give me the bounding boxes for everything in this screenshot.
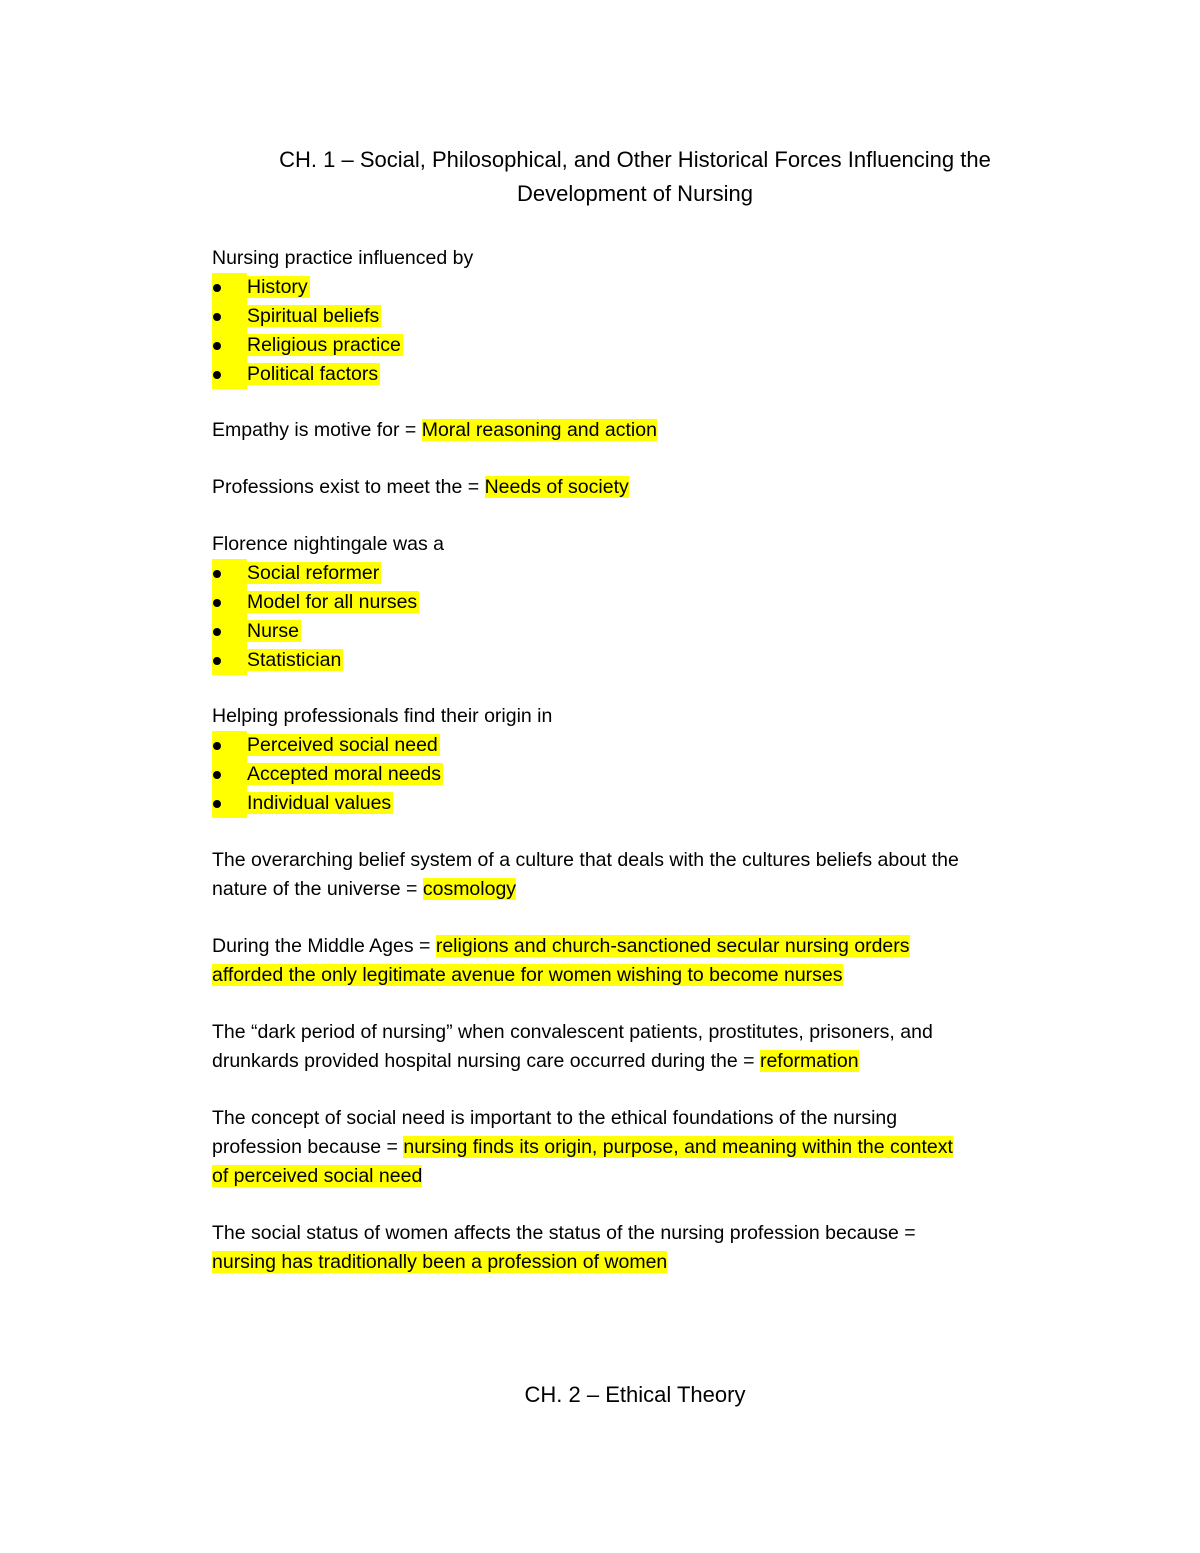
list-item: Political factors bbox=[212, 360, 1062, 389]
chapter-2-title: CH. 2 – Ethical Theory bbox=[524, 1382, 746, 1407]
bullet-icon bbox=[212, 273, 247, 302]
professions-line bbox=[212, 473, 1062, 502]
dark-period-answer: reformation bbox=[759, 1050, 859, 1072]
middle-ages-section bbox=[212, 932, 1062, 990]
social-need-answer-line-1: nursing finds its origin, purpose, and meaning within the context bbox=[403, 1136, 953, 1158]
women-status-prompt: The social status of women affects the status of the nursing profession because = bbox=[212, 1222, 916, 1244]
social-need-prompt-line-2: profession because = bbox=[212, 1136, 404, 1158]
middle-ages-line-2 bbox=[212, 961, 1062, 990]
bullet-icon bbox=[212, 302, 247, 331]
cosmology-answer: cosmology bbox=[422, 878, 517, 900]
bullet-icon bbox=[212, 646, 247, 675]
chapter-1-title-line-2: Development of Nursing bbox=[516, 181, 753, 206]
professions-answer: Needs of society bbox=[484, 476, 629, 498]
women-status-section bbox=[212, 1219, 1062, 1277]
list-item: Individual values bbox=[212, 789, 1062, 818]
cosmology-section bbox=[212, 846, 1062, 904]
cosmology-prompt-line-2: nature of the universe = bbox=[212, 878, 423, 900]
list-item: Accepted moral needs bbox=[212, 760, 1062, 789]
cosmology-line-2 bbox=[212, 875, 1062, 904]
chapter-1-title bbox=[150, 143, 1120, 211]
dark-period-line-2 bbox=[212, 1047, 1062, 1076]
list-item: History bbox=[212, 273, 1062, 302]
social-need-section bbox=[212, 1104, 1062, 1191]
middle-ages-prompt: During the Middle Ages = bbox=[212, 935, 436, 957]
social-need-line-2 bbox=[212, 1133, 1062, 1162]
empathy-answer: Moral reasoning and action bbox=[421, 419, 657, 441]
helping-section bbox=[212, 702, 1062, 818]
influences-intro: Nursing practice influenced by bbox=[212, 247, 474, 269]
bullet-icon bbox=[212, 789, 247, 818]
helping-intro: Helping professionals find their origin in bbox=[212, 705, 553, 727]
list-item: Statistician bbox=[212, 646, 1062, 675]
list-item: Model for all nurses bbox=[212, 588, 1062, 617]
middle-ages-answer-line-1: religions and church-sanctioned secular nursing orders bbox=[435, 935, 910, 957]
women-status-answer: nursing has traditionally been a profession of women bbox=[212, 1251, 668, 1273]
list-item: Nurse bbox=[212, 617, 1062, 646]
list-item: Religious practice bbox=[212, 331, 1062, 360]
dark-period-prompt-line-2: drunkards provided hospital nursing care occurred during the = bbox=[212, 1050, 760, 1072]
bullet-icon bbox=[212, 360, 247, 389]
social-need-prompt-line-1: The concept of social need is important to the ethical foundations of the nursing bbox=[212, 1107, 898, 1129]
social-need-answer-line-2: of perceived social need bbox=[212, 1165, 423, 1187]
list-item: Spiritual beliefs bbox=[212, 302, 1062, 331]
middle-ages-line-1 bbox=[212, 932, 1062, 961]
empathy-line bbox=[212, 416, 1062, 445]
influences-section bbox=[212, 244, 1062, 389]
bullet-icon bbox=[212, 731, 247, 760]
bullet-icon bbox=[212, 617, 247, 646]
list-item: Perceived social need bbox=[212, 731, 1062, 760]
helping-list bbox=[212, 731, 1062, 818]
cosmology-prompt-line-1: The overarching belief system of a culture that deals with the cultures beliefs about the bbox=[212, 849, 959, 871]
bullet-icon bbox=[212, 331, 247, 360]
influences-list bbox=[212, 273, 1062, 389]
list-item: Social reformer bbox=[212, 559, 1062, 588]
dark-period-section bbox=[212, 1018, 1062, 1076]
bullet-icon bbox=[212, 559, 247, 588]
nightingale-intro: Florence nightingale was a bbox=[212, 533, 444, 555]
professions-prompt: Professions exist to meet the = bbox=[212, 476, 485, 498]
middle-ages-answer-line-2: afforded the only legitimate avenue for women wishing to become nurses bbox=[212, 964, 843, 986]
dark-period-prompt-line-1: The “dark period of nursing” when convalescent patients, prostitutes, prisoners, and bbox=[212, 1021, 933, 1043]
women-status-line-2 bbox=[212, 1248, 1062, 1277]
chapter-1-title-line-1: CH. 1 – Social, Philosophical, and Other Historical Forces Influencing the bbox=[279, 147, 991, 172]
empathy-prompt: Empathy is motive for = bbox=[212, 419, 422, 441]
nightingale-list bbox=[212, 559, 1062, 675]
social-need-line-3 bbox=[212, 1162, 1062, 1191]
bullet-icon bbox=[212, 588, 247, 617]
bullet-icon bbox=[212, 760, 247, 789]
nightingale-section bbox=[212, 530, 1062, 675]
